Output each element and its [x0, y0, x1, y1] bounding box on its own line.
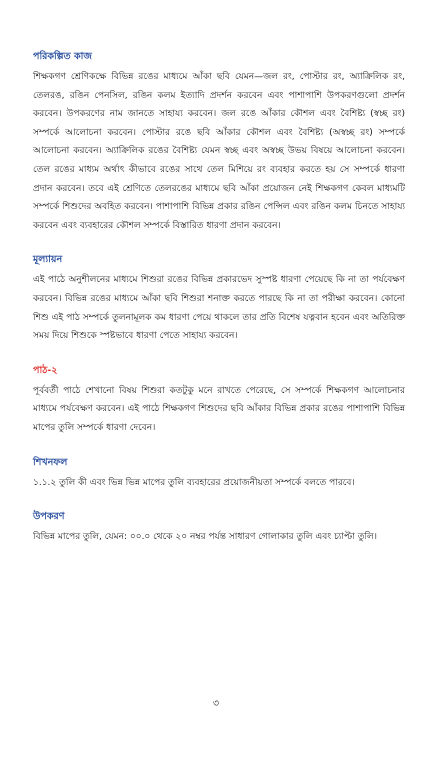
section-heading-learning-outcome: শিখনফল	[33, 456, 68, 468]
section-body-activity: শিক্ষকগণ শ্রেণিকক্ষে বিভিন্ন রঙের মাধ্যমে আঁকা ছবি যেমন—জল রং, পোস্টার রং, অ্যাক্রিলিক রং, তেলরঙ, রঙিন পেনসিল, রঙিন কলম ইত্যাদি প্রদর্শন করবেন এবং পাশাপাশি উপকরণগুলো প্রদর্শন করবেন। উপকরণের নাম জানতে সাহায্য করবেন। জল রঙে আঁকার কৌশল এবং বৈশিষ্ট্য (স্বচ্ছ রং) সম্পর্কে আলোচনা করবেন। পোস্টার রঙে ছবি আঁকার কৌশল এবং বৈশিষ্ট্য (অস্বচ্ছ রং) সম্পর্কে আলোচনা করবেন। অ্যাক্রিলিক রঙের বৈশিষ্ট্য যেমন স্বচ্ছ এবং অস্বচ্ছ উভয় বিষয়ে আলোচনা করবেন। তেল রঙের মাধ্যম অর্থাৎ কীভাবে রঙের সাথে তেল মিশিয়ে রং ব্যবহার করতে হয় সে সম্পর্কে ধারণা প্রদান করবেন। তবে এই শ্রেণিতে তেলরঙের মাধ্যমে ছবি আঁকা প্রয়োজন নেই শিক্ষকগণ কেবল মাধ্যমটি সম্পর্কে শিশুদের অবহিত করবেন। পাশাপাশি বিভিন্ন প্রকার রঙিন পেন্সিল এবং রঙিন কলম চিনতে সাহায্য করবেন এবং ব্যবহারের কৌশল সম্পর্কে বিস্তারিত ধারণা প্রদান করবেন।	[33, 72, 405, 231]
section-heading-activity: পরিকল্পিত কাজ	[33, 51, 92, 62]
section-materials	[33, 510, 405, 547]
page-number: ৩	[212, 698, 220, 709]
section-lesson-2	[33, 364, 405, 438]
section-heading-materials: উপকরণ	[33, 511, 65, 523]
section-body-evaluation: এই পাঠে অনুশীলনের মাধ্যমে শিশুরা রঙের বিভিন্ন প্রকারভেদ সুস্পষ্ট ধারণা পেয়েছে কি না তা পর্যবেক্ষণ করবেন। বিভিন্ন রঙের মাধ্যমে আঁকা ছবি শিশুরা শনাক্ত করতে পারছে কি না তা পরীক্ষা করবেন। কোনো শিশু এই পাঠ সম্পর্কে তুলনামূলক কম ধারণা পেয়ে থাকলে তার প্রতি বিশেষ যত্নবান হবেন এবং অতিরিক্ত সময় দিয়ে শিশুকে স্পষ্টভাবে ধারণা পেতে সাহায্য করবেন।	[33, 275, 405, 342]
page-content	[33, 50, 405, 565]
section-activity	[33, 50, 405, 235]
section-heading-lesson-2: পাঠ-২	[33, 364, 58, 376]
section-heading-evaluation: মূল্যায়ন	[33, 254, 63, 266]
section-body-learning-outcome: ১.১.২ তুলি কী এবং ভিন্ন ভিন্ন মাপের তুলি ব্যবহারের প্রয়োজনীয়তা সম্পর্কে বলতে পারবে।	[33, 477, 355, 488]
section-body-lesson-2: পূর্ববর্তী পাঠে শেখানো বিষয় শিশুরা কতটুকু মনে রাখতে পেরেছে, সে সম্পর্কে শিক্ষকগণ আলোচনার মাধ্যমে পর্যবেক্ষণ করবেন। এই পাঠে শিক্ষকগণ শিশুদের ছবি আঁকার বিভিন্ন প্রকার রঙের পাশাপাশি বিভিন্ন মাপের তুলি সম্পর্কে ধারণা দেবেন।	[33, 385, 405, 433]
section-learning-outcome	[33, 456, 405, 493]
section-evaluation	[33, 253, 405, 345]
section-body-materials: বিভিন্ন মাপের তুলি, যেমন: ০০.০ থেকে ২০ নম্বর পর্যন্ত সাধারণ গোলাকার তুলি এবং চ্যাপ্টা তুলি।	[33, 532, 377, 543]
